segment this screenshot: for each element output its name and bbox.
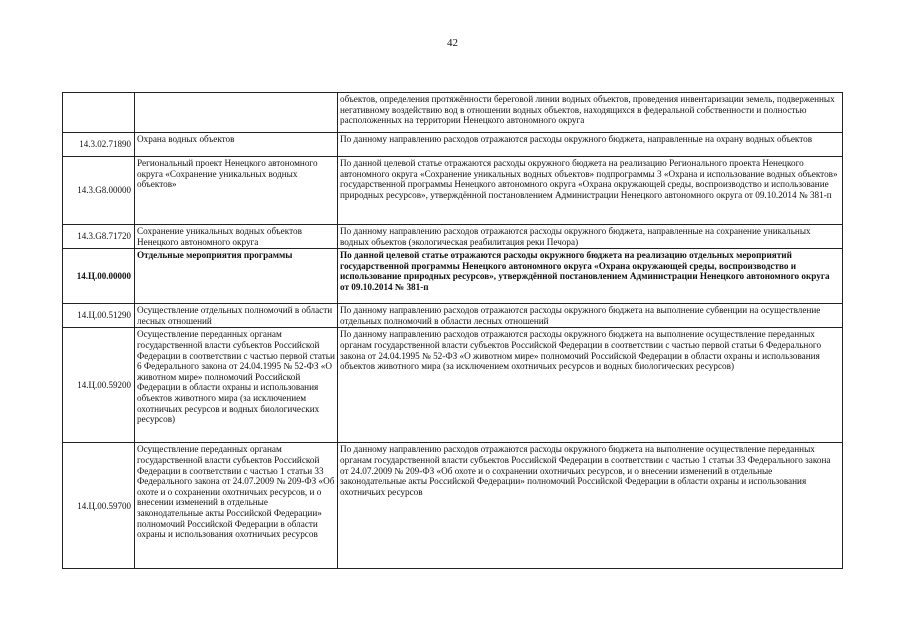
row-description: По данному направлению расходов отражаются расходы окружного бюджета, направленные на сохранение уникальных водных объектов (экологическая реабилитация реки Печора) (338, 225, 843, 249)
row-name (135, 93, 338, 133)
row-code: 14.3.02.71890 (63, 133, 135, 157)
row-description: По данному направлению расходов отражаются расходы окружного бюджета на выполнение субвенции на осуществление отдельных полномочий в области лесных отношений (338, 304, 843, 328)
table-row (63, 225, 843, 249)
row-description: По данному направлению расходов отражаются расходы окружного бюджета на выполнение осуществление переданных органам государственной власти субъектов Российской Федерации в соответствии с частью первой статьи 6 Федерального закона от 24.04.1995 № 52-ФЗ «О животном мире» полномочий Российской Федерации в области охраны и использования объектов животного мира (за исключением охотничьих ресурсов и водных биологических ресурсов) (338, 328, 843, 443)
row-code (63, 93, 135, 133)
row-name: Региональный проект Ненецкого автономного округа «Сохранение уникальных водных объектов» (135, 157, 338, 225)
table-row (63, 443, 843, 569)
table-row (63, 93, 843, 133)
row-name: Охрана водных объектов (135, 133, 338, 157)
table-row (63, 328, 843, 443)
row-code: 14.3.G8.00000 (63, 157, 135, 225)
row-name: Осуществление переданных органам государственной власти субъектов Российской Федерации в соответствии с частью первой статьи 6 Федерального закона от 24.04.1995 № 52-ФЗ «О животном мире» полномочий Российской Федерации в области охраны и использования объектов животного мира (за исключением охотничьих ресурсов и водных биологических ресурсов) (135, 328, 338, 443)
row-name: Осуществление переданных органам государственной власти субъектов Российской Федерации в соответствии с частью 1 статьи 33 Федерального закона от 24.07.2009 № 209-ФЗ «Об охоте и о сохранении охотничьих ресурсов, и о внесении изменений в отдельные законодательные акты Российской Федерации» полномочий Российской Федерации в области охраны и использования охотничьих ресурсов (135, 443, 338, 569)
table-row (63, 133, 843, 157)
row-description: По данному направлению расходов отражаются расходы окружного бюджета, направленные на охрану водных объектов (338, 133, 843, 157)
row-name: Отдельные мероприятия программы (135, 249, 338, 304)
row-name: Осуществление отдельных полномочий в области лесных отношений (135, 304, 338, 328)
table-row (63, 157, 843, 225)
row-description: объектов, определения протяжённости береговой линии водных объектов, проведения инвентаризации земель, подверженных негативному воздействию вод в отношении водных объектов, находящихся в федеральной собственности и полностью расположенных на территории Ненецкого автономного округа (338, 93, 843, 133)
row-description: По данной целевой статье отражаются расходы окружного бюджета на реализацию отдельных мероприятий государственной программы Ненецкого автономного округа «Охрана окружающей среды, воспроизводство и использование природных ресурсов», утверждённой постановлением Администрации Ненецкого автономного округа от 09.10.2014 № 381-п (338, 249, 843, 304)
row-code: 14.3.G8.71720 (63, 225, 135, 249)
row-code: 14.Ц.00.51290 (63, 304, 135, 328)
page-number: 42 (447, 37, 458, 49)
row-code: 14.Ц.00.59700 (63, 443, 135, 569)
table-row (63, 249, 843, 304)
budget-classification-table (62, 92, 843, 569)
row-description: По данной целевой статье отражаются расходы окружного бюджета на реализацию Регионального проекта Ненецкого автономного округа «Сохранение уникальных водных объектов» подпрограммы 3 «Охрана и использование водных объектов» государственной программы Ненецкого автономного округа «Охрана окружающей среды, воспроизводство и использование природных ресурсов», утверждённой постановлением Администрации Ненецкого автономного округа от 09.10.2014 № 381-п (338, 157, 843, 225)
row-description: По данному направлению расходов отражаются расходы окружного бюджета на выполнение осуществление переданных органам государственной власти субъектов Российской Федерации в соответствии с частью 1 статьи 33 Федерального закона от 24.07.2009 № 209-ФЗ «Об охоте и о сохранении охотничьих ресурсов, и о внесении изменений в отдельные законодательные акты Российской Федерации» полномочий Российской Федерации в области охраны и использования охотничьих ресурсов (338, 443, 843, 569)
row-name: Сохранение уникальных водных объектов Ненецкого автономного округа (135, 225, 338, 249)
row-code: 14.Ц.00.59200 (63, 328, 135, 443)
row-code: 14.Ц.00.00000 (63, 249, 135, 304)
table-row (63, 304, 843, 328)
